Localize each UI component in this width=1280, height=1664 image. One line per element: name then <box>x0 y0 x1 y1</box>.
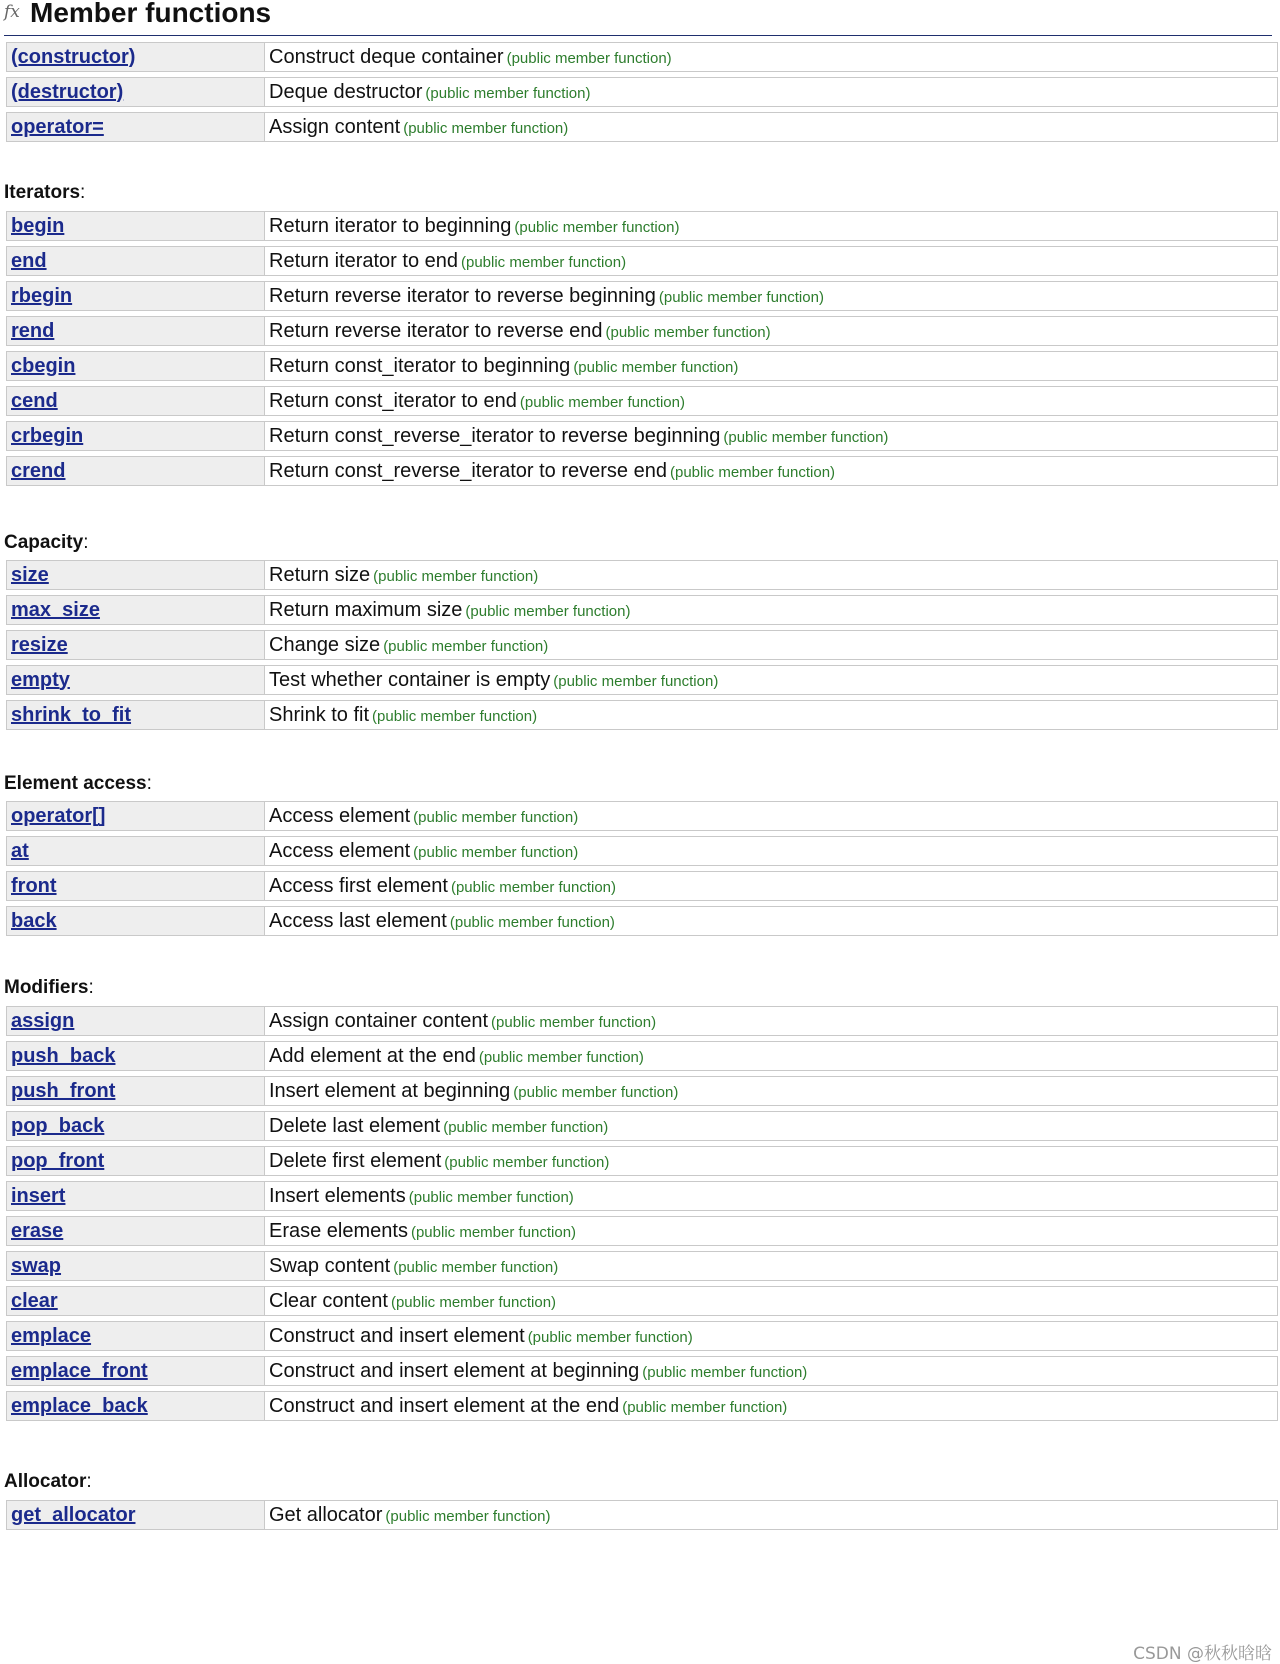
member-name-cell <box>6 351 265 381</box>
member-link-pop-back[interactable]: pop_back <box>11 1114 105 1137</box>
member-description: Assign content <box>269 115 401 138</box>
member-name-cell <box>6 1500 265 1530</box>
member-name-cell <box>6 1391 265 1421</box>
member-table-modifiers <box>6 1001 1278 1426</box>
section-heading-allocator: Allocator: <box>4 1471 92 1492</box>
member-name-cell <box>6 1111 265 1141</box>
member-description: Swap content <box>269 1254 391 1277</box>
table-row <box>6 595 1278 625</box>
member-description-cell <box>265 630 1278 660</box>
member-description: Insert elements <box>269 1184 406 1207</box>
member-type-tag: (public member function) <box>514 218 680 236</box>
table-row <box>6 42 1278 72</box>
section-heading-label: Iterators <box>4 182 81 203</box>
member-table-general <box>6 37 1278 147</box>
member-type-tag: (public member function) <box>413 843 579 861</box>
member-type-tag: (public member function) <box>478 1048 644 1066</box>
member-name-cell <box>6 246 265 276</box>
member-link-max-size[interactable]: max_size <box>11 598 100 621</box>
member-type-tag: (public member function) <box>573 358 739 376</box>
member-link-cend[interactable]: cend <box>11 389 58 412</box>
member-description: Insert element at beginning <box>269 1079 511 1102</box>
table-row <box>6 1181 1278 1211</box>
member-description-cell <box>265 211 1278 241</box>
member-link-begin[interactable]: begin <box>11 214 65 237</box>
table-row <box>6 1251 1278 1281</box>
member-name-cell <box>6 316 265 346</box>
member-type-tag: (public member function) <box>444 1153 610 1171</box>
table-row <box>6 456 1278 486</box>
table-row <box>6 1356 1278 1386</box>
section-heading-element-access: Element access: <box>4 773 152 794</box>
member-description: Return const_reverse_iterator to reverse end <box>269 459 667 482</box>
member-description-cell <box>265 42 1278 72</box>
section-heading-label: Element access <box>4 773 147 794</box>
table-row <box>6 1111 1278 1141</box>
member-type-tag: (public member function) <box>658 288 824 306</box>
table-row <box>6 1146 1278 1176</box>
member-type-tag: (public member function) <box>669 463 836 481</box>
member-type-tag: (public member function) <box>443 1118 609 1136</box>
member-link-at[interactable]: at <box>11 839 29 862</box>
member-description-cell <box>265 1181 1278 1211</box>
member-description-cell <box>265 1111 1278 1141</box>
member-type-tag: (public member function) <box>450 878 617 896</box>
member-description: Delete last element <box>269 1114 441 1137</box>
member-description-cell <box>265 871 1278 901</box>
member-description-cell <box>265 595 1278 625</box>
member-link-empty[interactable]: empty <box>11 668 70 691</box>
member-type-tag: (public member function) <box>622 1398 788 1416</box>
member-description-cell <box>265 700 1278 730</box>
member-link-destructor[interactable]: (destructor) <box>11 80 124 103</box>
member-link-operator-assign[interactable]: operator= <box>11 115 104 138</box>
member-description-cell <box>265 906 1278 936</box>
member-name-cell <box>6 211 265 241</box>
member-type-tag: (public member function) <box>506 49 672 67</box>
table-row <box>6 871 1278 901</box>
table-row <box>6 1500 1278 1530</box>
member-type-tag: (public member function) <box>403 119 569 137</box>
table-row <box>6 421 1278 451</box>
table-row <box>6 665 1278 695</box>
member-description-cell <box>265 1321 1278 1351</box>
member-table-iterators <box>6 206 1278 491</box>
member-description: Return size <box>269 563 371 586</box>
member-description-cell <box>265 351 1278 381</box>
watermark: CSDN @秋秋晗晗 <box>1133 1644 1272 1664</box>
member-description: Get allocator <box>269 1503 383 1526</box>
member-link-push-front[interactable]: push_front <box>11 1079 116 1102</box>
member-link-crbegin[interactable]: crbegin <box>11 424 84 447</box>
member-name-cell <box>6 1181 265 1211</box>
table-row <box>6 836 1278 866</box>
member-description: Delete first element <box>269 1149 442 1172</box>
section-heading-capacity: Capacity: <box>4 532 89 553</box>
member-name-cell <box>6 1251 265 1281</box>
member-type-tag: (public member function) <box>449 913 615 931</box>
member-table-capacity <box>6 555 1278 735</box>
member-description: Access element <box>269 839 411 862</box>
member-description-cell <box>265 836 1278 866</box>
member-name-cell <box>6 1041 265 1071</box>
member-name-cell <box>6 1216 265 1246</box>
member-description-cell <box>265 1146 1278 1176</box>
member-link-get-allocator[interactable]: get_allocator <box>11 1503 136 1526</box>
member-description-cell <box>265 1006 1278 1036</box>
table-row <box>6 112 1278 142</box>
table-row <box>6 281 1278 311</box>
table-row <box>6 560 1278 590</box>
member-description-cell <box>265 1076 1278 1106</box>
member-name-cell <box>6 1286 265 1316</box>
member-description: Construct and insert element at beginning <box>269 1359 640 1382</box>
member-description: Return const_reverse_iterator to reverse beginning <box>269 424 721 447</box>
section-heading-iterators: Iterators: <box>4 182 86 203</box>
member-description: Clear content <box>269 1289 388 1312</box>
table-row <box>6 1041 1278 1071</box>
member-type-tag: (public member function) <box>642 1363 808 1381</box>
table-row <box>6 386 1278 416</box>
member-name-cell <box>6 560 265 590</box>
member-description: Return maximum size <box>269 598 463 621</box>
member-name-cell <box>6 1146 265 1176</box>
member-description: Construct and insert element at the end <box>269 1394 620 1417</box>
member-description-cell <box>265 1500 1278 1530</box>
member-type-tag: (public member function) <box>385 1507 551 1525</box>
section-heading-label: Capacity <box>4 532 84 553</box>
member-type-tag: (public member function) <box>413 808 579 826</box>
member-description-cell <box>265 1041 1278 1071</box>
member-description: Access element <box>269 804 411 827</box>
member-description-cell <box>265 77 1278 107</box>
member-type-tag: (public member function) <box>383 637 549 655</box>
member-type-tag: (public member function) <box>491 1013 657 1031</box>
member-link-emplace-back[interactable]: emplace_back <box>11 1394 148 1417</box>
member-name-cell <box>6 1006 265 1036</box>
member-description-cell <box>265 246 1278 276</box>
table-row <box>6 316 1278 346</box>
member-description: Return iterator to beginning <box>269 214 512 237</box>
table-row <box>6 906 1278 936</box>
member-description: Return reverse iterator to reverse end <box>269 319 603 342</box>
member-type-tag: (public member function) <box>553 672 719 690</box>
member-name-cell <box>6 595 265 625</box>
member-type-tag: (public member function) <box>390 1293 557 1311</box>
member-description: Access first element <box>269 874 448 897</box>
member-description: Return reverse iterator to reverse beginning <box>269 284 656 307</box>
member-type-tag: (public member function) <box>519 393 685 411</box>
member-type-tag: (public member function) <box>461 253 627 271</box>
member-description: Erase elements <box>269 1219 408 1242</box>
function-fx-icon: fx <box>4 2 20 22</box>
member-type-tag: (public member function) <box>373 567 539 585</box>
member-link-shrink-to-fit[interactable]: shrink_to_fit <box>11 703 132 726</box>
member-link-assign[interactable]: assign <box>11 1009 75 1032</box>
member-name-cell <box>6 386 265 416</box>
member-description: Test whether container is empty <box>269 668 551 691</box>
member-link-back[interactable]: back <box>11 909 57 932</box>
member-description-cell <box>265 1216 1278 1246</box>
table-row <box>6 1321 1278 1351</box>
member-type-tag: (public member function) <box>372 707 538 725</box>
table-row <box>6 211 1278 241</box>
member-description: Access last element <box>269 909 447 932</box>
table-row <box>6 630 1278 660</box>
member-description-cell <box>265 456 1278 486</box>
member-name-cell <box>6 801 265 831</box>
member-link-cbegin[interactable]: cbegin <box>11 354 76 377</box>
member-description-cell <box>265 421 1278 451</box>
table-row <box>6 1216 1278 1246</box>
member-link-constructor[interactable]: (constructor) <box>11 45 136 68</box>
member-link-size[interactable]: size <box>11 563 49 586</box>
member-description-cell <box>265 316 1278 346</box>
member-name-cell <box>6 871 265 901</box>
member-name-cell <box>6 77 265 107</box>
table-row <box>6 1006 1278 1036</box>
member-description: Change size <box>269 633 381 656</box>
member-link-rbegin[interactable]: rbegin <box>11 284 73 307</box>
member-description-cell <box>265 281 1278 311</box>
member-link-rend[interactable]: rend <box>11 319 55 342</box>
section-heading-label: Modifiers <box>4 977 89 998</box>
member-name-cell <box>6 281 265 311</box>
member-description-cell <box>265 386 1278 416</box>
member-type-tag: (public member function) <box>408 1188 574 1206</box>
member-name-cell <box>6 421 265 451</box>
member-description-cell <box>265 1356 1278 1386</box>
member-description: Construct deque container <box>269 45 504 68</box>
table-row <box>6 77 1278 107</box>
member-name-cell <box>6 112 265 142</box>
member-table-allocator <box>6 1495 1278 1535</box>
table-row <box>6 801 1278 831</box>
member-name-cell <box>6 1321 265 1351</box>
member-name-cell <box>6 836 265 866</box>
member-type-tag: (public member function) <box>393 1258 559 1276</box>
member-link-emplace-front[interactable]: emplace_front <box>11 1359 148 1382</box>
table-row <box>6 1286 1278 1316</box>
member-link-erase[interactable]: erase <box>11 1219 64 1242</box>
member-description: Construct and insert element <box>269 1324 525 1347</box>
member-type-tag: (public member function) <box>723 428 889 446</box>
member-table-element-access <box>6 796 1278 941</box>
member-name-cell <box>6 1356 265 1386</box>
member-description: Deque destructor <box>269 80 423 103</box>
member-name-cell <box>6 456 265 486</box>
member-type-tag: (public member function) <box>527 1328 693 1346</box>
member-link-end[interactable]: end <box>11 249 47 272</box>
section-heading-modifiers: Modifiers: <box>4 977 94 998</box>
member-description-cell <box>265 1391 1278 1421</box>
member-link-push-back[interactable]: push_back <box>11 1044 116 1067</box>
member-description: Return const_iterator to end <box>269 389 517 412</box>
member-link-operator-subscript[interactable]: operator[] <box>11 804 106 827</box>
member-name-cell <box>6 42 265 72</box>
member-description: Shrink to fit <box>269 703 370 726</box>
member-description-cell <box>265 801 1278 831</box>
member-type-tag: (public member function) <box>513 1083 679 1101</box>
table-row <box>6 1076 1278 1106</box>
member-description-cell <box>265 1251 1278 1281</box>
member-description: Return const_iterator to beginning <box>269 354 571 377</box>
member-name-cell <box>6 665 265 695</box>
member-link-front[interactable]: front <box>11 874 57 897</box>
member-description-cell <box>265 665 1278 695</box>
member-link-insert[interactable]: insert <box>11 1184 66 1207</box>
member-description: Assign container content <box>269 1009 489 1032</box>
member-link-crend[interactable]: crend <box>11 459 66 482</box>
member-link-swap[interactable]: swap <box>11 1254 62 1277</box>
member-name-cell <box>6 630 265 660</box>
member-description-cell <box>265 560 1278 590</box>
member-name-cell <box>6 906 265 936</box>
member-description: Add element at the end <box>269 1044 476 1067</box>
member-description-cell <box>265 112 1278 142</box>
header-divider <box>4 35 1272 36</box>
table-row <box>6 1391 1278 1421</box>
member-type-tag: (public member function) <box>465 602 631 620</box>
member-link-clear[interactable]: clear <box>11 1289 58 1312</box>
page-title: Member functions <box>30 0 272 28</box>
member-type-tag: (public member function) <box>425 84 591 102</box>
table-row <box>6 246 1278 276</box>
page-header <box>0 0 1272 40</box>
table-row <box>6 351 1278 381</box>
member-description-cell <box>265 1286 1278 1316</box>
member-description: Return iterator to end <box>269 249 458 272</box>
table-row <box>6 700 1278 730</box>
member-link-pop-front[interactable]: pop_front <box>11 1149 105 1172</box>
member-name-cell <box>6 1076 265 1106</box>
section-heading-label: Allocator <box>4 1471 87 1492</box>
member-type-tag: (public member function) <box>605 323 771 341</box>
member-name-cell <box>6 700 265 730</box>
member-type-tag: (public member function) <box>410 1223 577 1241</box>
member-link-emplace[interactable]: emplace <box>11 1324 92 1347</box>
member-link-resize[interactable]: resize <box>11 633 68 656</box>
